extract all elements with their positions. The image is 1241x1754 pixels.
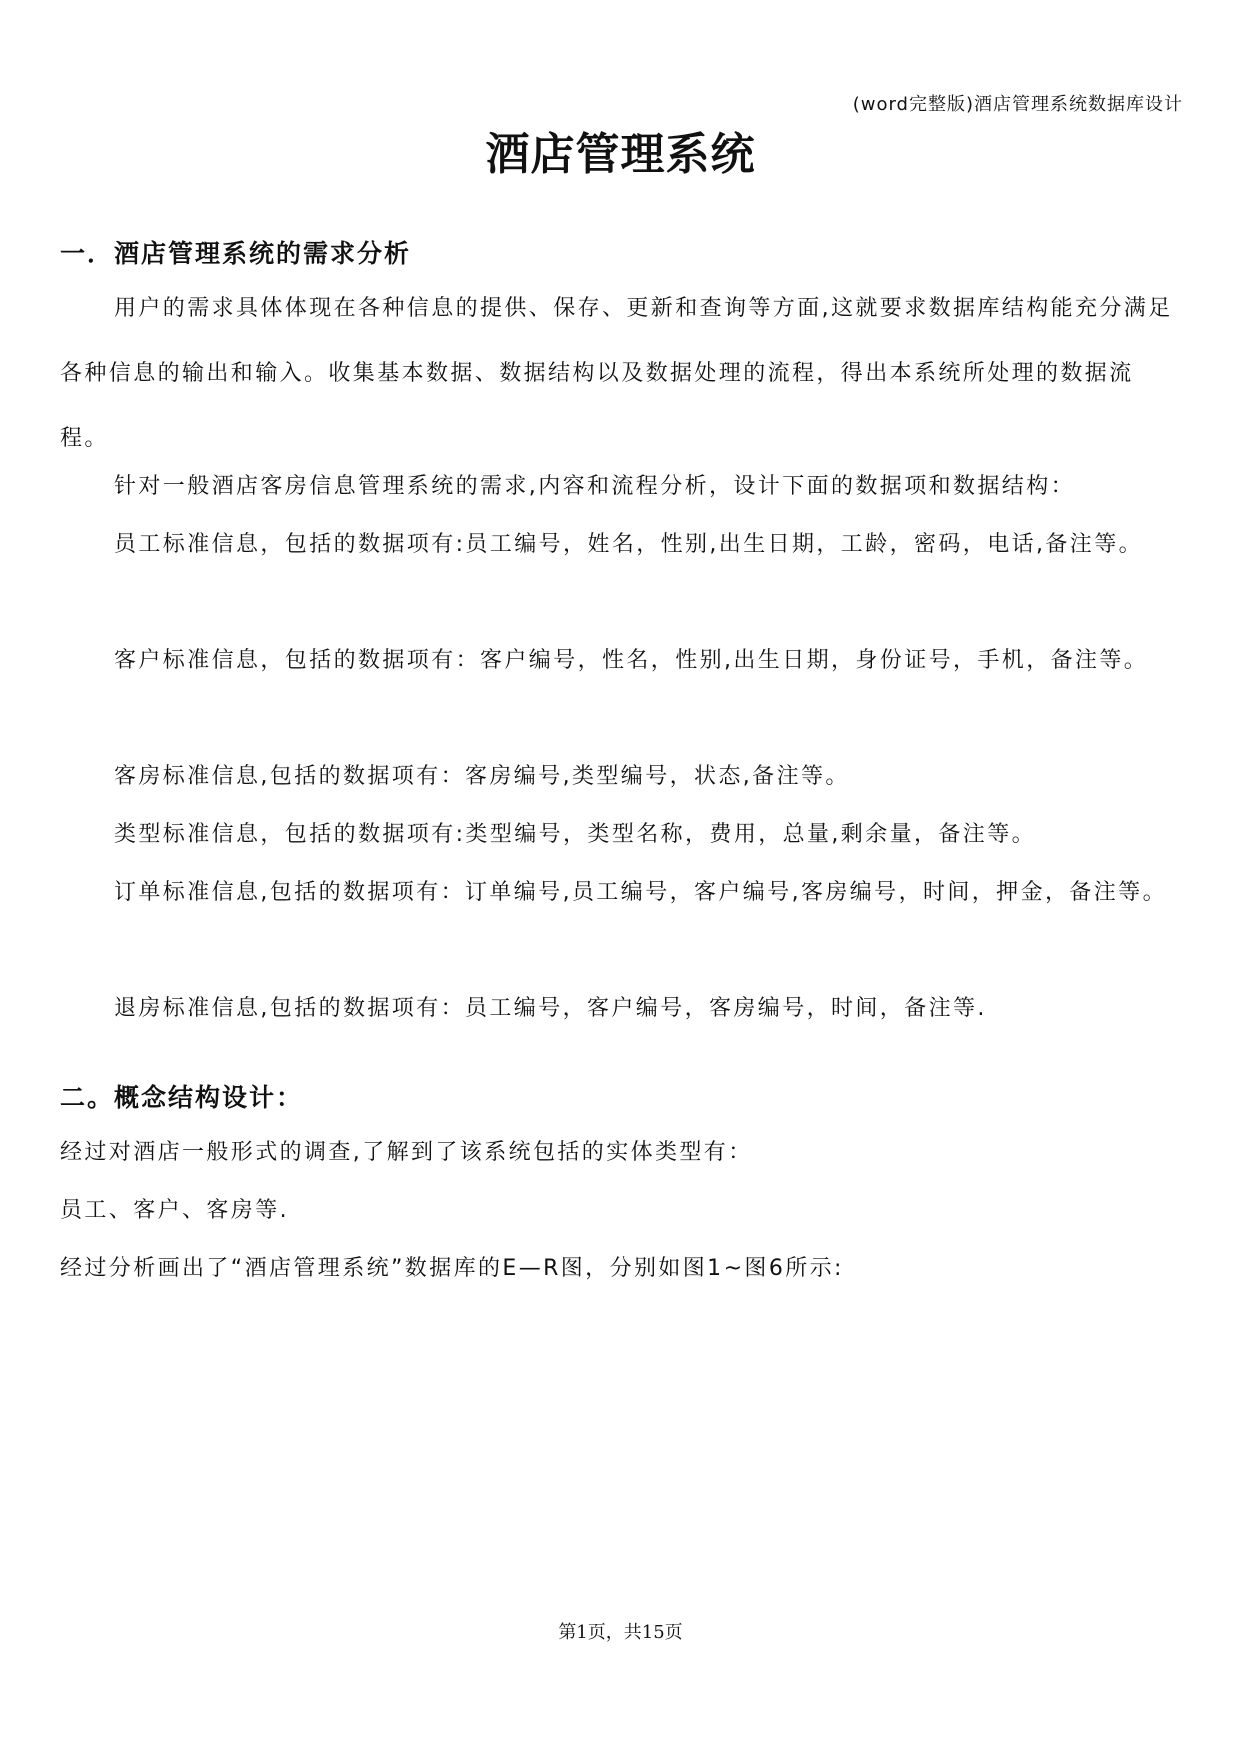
page-number-footer: 第1页，共15页 bbox=[558, 1622, 683, 1643]
section2-heading: 二。概念结构设计： bbox=[60, 1083, 304, 1112]
section1-heading: 一．酒店管理系统的需求分析 bbox=[60, 239, 412, 268]
section1-paragraph-intro: 用户的需求具体体现在各种信息的提供、保存、更新和查询等方面,这就要求数据库结构能充分满足各种信息的输出和输入。收集基本数据、数据结构以及数据处理的流程，得出本系统所处理的数据流程。 bbox=[60, 296, 1173, 451]
section1-paragraph-employee: 员工标准信息，包括的数据项有:员工编号，姓名，性别,出生日期，工龄，密码，电话,备注等。 bbox=[114, 532, 1144, 557]
running-header: (word完整版)酒店管理系统数据库设计 bbox=[852, 94, 1183, 115]
section2-paragraph-er-diagram: 经过分析画出了“酒店管理系统”数据库的E—R图，分别如图1~图6所示: bbox=[60, 1256, 844, 1281]
section2-paragraph-entities-intro: 经过对酒店一般形式的调查,了解到了该系统包括的实体类型有： bbox=[60, 1140, 753, 1165]
section2-paragraph-entities: 员工、客户、客房等. bbox=[60, 1198, 289, 1223]
section1-paragraph-customer: 客户标准信息，包括的数据项有：客户编号，性名，性别,出生日期，身份证号，手机，备注等。 bbox=[114, 648, 1149, 673]
section1-paragraph-analysis: 针对一般酒店客房信息管理系统的需求,内容和流程分析，设计下面的数据项和数据结构： bbox=[114, 474, 1075, 499]
section1-paragraph-room: 客房标准信息,包括的数据项有：客房编号,类型编号，状态,备注等。 bbox=[114, 764, 850, 789]
section1-paragraph-checkout: 退房标准信息,包括的数据项有：员工编号，客户编号，客房编号，时间，备注等. bbox=[114, 996, 987, 1021]
section1-paragraph-order: 订单标准信息,包括的数据项有：订单编号,员工编号，客户编号,客房编号，时间，押金，备注等。 bbox=[114, 880, 1167, 905]
document-title: 酒店管理系统 bbox=[485, 129, 756, 180]
section1-paragraph-type: 类型标准信息，包括的数据项有:类型编号，类型名称，费用，总量,剩余量，备注等。 bbox=[114, 822, 1037, 847]
